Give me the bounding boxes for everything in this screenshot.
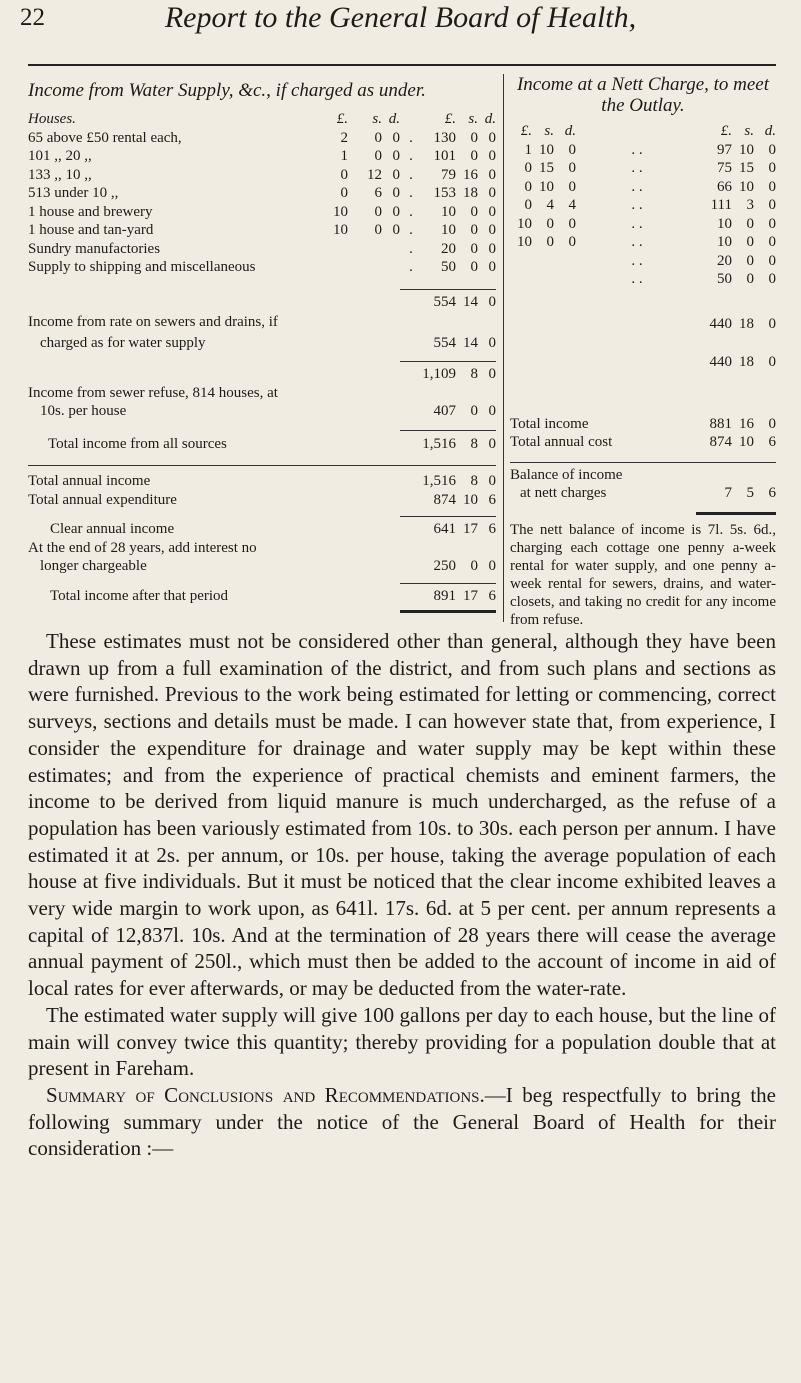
annual-income-pence: 0 bbox=[488, 473, 496, 489]
balance-shillings: 5 bbox=[746, 485, 754, 501]
nett-total-pence: 0 bbox=[768, 178, 776, 195]
after-period-row bbox=[28, 587, 496, 606]
right-head-a-shillings: s. bbox=[544, 123, 554, 139]
rate-pence: 0 bbox=[392, 148, 400, 164]
after-period-label: Total income after that period bbox=[50, 587, 229, 604]
after-period-shillings: 17 bbox=[463, 587, 478, 604]
annual-income-pounds: 1,516 bbox=[422, 473, 456, 489]
balance-pounds: 7 bbox=[724, 485, 732, 501]
after-period-pence: 6 bbox=[488, 587, 496, 604]
total-pounds: 153 bbox=[433, 185, 456, 201]
nett-charge-pence: 0 bbox=[568, 215, 576, 232]
clear-income-row bbox=[28, 520, 496, 539]
nett-charge-row bbox=[510, 159, 776, 178]
refuse-row bbox=[28, 402, 496, 421]
nett-total-shillings: 15 bbox=[739, 160, 754, 176]
nett-total-shillings: 0 bbox=[746, 234, 754, 250]
total-shillings: 18 bbox=[463, 185, 478, 201]
total-all-sources-pence: 0 bbox=[488, 435, 496, 452]
annual-expenditure-label: Total annual expenditure bbox=[28, 491, 177, 508]
nett-charge-pence: 0 bbox=[568, 178, 576, 195]
nett-charge-pence: 4 bbox=[568, 197, 576, 213]
rate-pence: 0 bbox=[392, 222, 400, 238]
leader-dots: . . bbox=[631, 215, 643, 232]
sewers-row bbox=[28, 334, 496, 353]
nett-total-pence: 0 bbox=[768, 141, 776, 158]
end-text-2: longer chargeable bbox=[40, 558, 147, 574]
refuse-pounds: 407 bbox=[433, 403, 456, 419]
total-pence: 0 bbox=[488, 240, 496, 257]
left-subtotal-rule bbox=[400, 289, 496, 290]
right-head-a-pounds: £. bbox=[520, 123, 532, 139]
after-rule bbox=[400, 583, 496, 584]
nett-total-pence: 0 bbox=[768, 215, 776, 232]
end-pence: 0 bbox=[488, 558, 496, 574]
nett-charge-shillings: 15 bbox=[539, 160, 554, 176]
nett-total-pence: 0 bbox=[768, 271, 776, 287]
running-head: Report to the General Board of Health, bbox=[164, 1, 637, 34]
total-pounds: 101 bbox=[433, 148, 456, 164]
total-shillings: 0 bbox=[470, 222, 478, 238]
summary-heading: Summary of Conclusions and Recommendations. bbox=[46, 1082, 485, 1107]
nett-charge-pence: 0 bbox=[568, 160, 576, 176]
right-sewers-pounds: 440 bbox=[709, 354, 732, 370]
left-sum-rule bbox=[400, 361, 496, 362]
total-all-sources-pounds: 1,516 bbox=[422, 435, 456, 452]
nett-charge-shillings: 0 bbox=[546, 234, 554, 250]
total-pence: 0 bbox=[488, 185, 496, 201]
clear-income-label: Clear annual income bbox=[50, 521, 175, 537]
left-table-rows bbox=[28, 129, 496, 277]
rate-pounds: 0 bbox=[340, 166, 348, 183]
rate-pence: 0 bbox=[392, 185, 400, 201]
body-text bbox=[28, 628, 776, 1162]
leader-dot: . bbox=[409, 203, 413, 220]
right-total-cost-row bbox=[510, 433, 776, 452]
total-shillings: 0 bbox=[470, 203, 478, 220]
water-supply-label: 1 house and tan-yard bbox=[28, 222, 154, 238]
nett-charge-pence: 0 bbox=[568, 234, 576, 250]
water-supply-label: 133 ,, 10 ,, bbox=[28, 166, 92, 183]
total-pounds: 20 bbox=[441, 240, 456, 257]
total-pence: 0 bbox=[488, 259, 496, 275]
leader-dot: . bbox=[409, 129, 413, 146]
left-subtotal-row bbox=[28, 293, 496, 312]
col-head-rate-pounds: £. bbox=[336, 111, 348, 127]
total-pounds: 79 bbox=[441, 166, 456, 183]
left-column-heads bbox=[28, 110, 496, 129]
right-head-b-pence: d. bbox=[764, 123, 776, 139]
right-total-income-row bbox=[510, 415, 776, 434]
refuse-text-2: 10s. per house bbox=[40, 403, 127, 419]
right-sewers-row bbox=[510, 353, 776, 372]
right-sewers-pence: 0 bbox=[768, 354, 776, 370]
annual-income-label: Total annual income bbox=[28, 473, 151, 489]
left-section-rule bbox=[28, 465, 496, 466]
right-head-b-pounds: £. bbox=[720, 123, 732, 139]
sewers-pence: 0 bbox=[488, 334, 496, 351]
total-all-sources-label: Total income from all sources bbox=[48, 435, 227, 452]
rate-pounds: 1 bbox=[340, 148, 348, 164]
right-head-a-pence: d. bbox=[564, 123, 576, 139]
water-supply-row bbox=[28, 129, 496, 148]
right-subtotal-pounds: 440 bbox=[709, 315, 732, 332]
nett-total-shillings: 3 bbox=[746, 197, 754, 213]
leader-dot: . bbox=[409, 240, 413, 257]
left-table bbox=[28, 80, 496, 613]
left-sum-pence: 0 bbox=[488, 366, 496, 382]
nett-total-shillings: 10 bbox=[739, 178, 754, 195]
rate-pounds: 0 bbox=[340, 185, 348, 201]
after-heavy-rule bbox=[400, 610, 496, 613]
left-total-rule bbox=[400, 430, 496, 431]
clear-rule bbox=[400, 516, 496, 517]
nett-charge-pounds: 0 bbox=[524, 160, 532, 176]
nett-total-pounds: 97 bbox=[717, 141, 732, 158]
nett-total-pence: 0 bbox=[768, 197, 776, 213]
water-supply-label: 513 under 10 ,, bbox=[28, 185, 119, 201]
total-shillings: 16 bbox=[463, 166, 478, 183]
total-pounds: 10 bbox=[441, 222, 456, 238]
left-table-heading: Income from Water Supply, &c., if charged as under. bbox=[28, 80, 426, 101]
right-total-cost-label: Total annual cost bbox=[510, 434, 613, 450]
nett-total-pence: 0 bbox=[768, 160, 776, 176]
nett-charge-row bbox=[510, 233, 776, 252]
nett-charge-row bbox=[510, 270, 776, 289]
nett-total-shillings: 0 bbox=[746, 271, 754, 287]
total-pence: 0 bbox=[488, 222, 496, 238]
balance-pence: 6 bbox=[768, 485, 776, 501]
annual-expenditure-pence: 6 bbox=[488, 491, 496, 508]
water-supply-label: Sundry manufactories bbox=[28, 240, 161, 257]
left-sum-shillings: 8 bbox=[470, 366, 478, 382]
sewers-label-line1 bbox=[28, 313, 496, 332]
water-supply-row bbox=[28, 184, 496, 203]
balance-row bbox=[510, 484, 776, 503]
total-pounds: 130 bbox=[433, 129, 456, 146]
nett-charge-pence: 0 bbox=[568, 141, 576, 158]
rate-pence: 0 bbox=[392, 129, 400, 146]
left-subtotal-pence: 0 bbox=[488, 293, 496, 310]
leader-dots: . . bbox=[631, 234, 643, 250]
nett-charge-pounds: 10 bbox=[517, 234, 532, 250]
water-supply-label: Supply to shipping and miscellaneous bbox=[28, 259, 256, 275]
leader-dot: . bbox=[409, 166, 413, 183]
sewers-pounds: 554 bbox=[433, 334, 456, 351]
leader-dot: . bbox=[409, 148, 413, 164]
water-supply-row bbox=[28, 240, 496, 259]
clear-income-pence: 6 bbox=[488, 521, 496, 537]
col-head-total-pounds: £. bbox=[444, 111, 456, 127]
nett-total-pounds: 66 bbox=[717, 178, 732, 195]
left-sum-pounds: 1,109 bbox=[422, 366, 456, 382]
nett-total-pounds: 50 bbox=[717, 271, 732, 287]
water-supply-label: 101 ,, 20 ,, bbox=[28, 148, 92, 164]
total-pounds: 50 bbox=[441, 259, 456, 275]
right-total-cost-pence: 6 bbox=[768, 434, 776, 450]
total-shillings: 0 bbox=[470, 148, 478, 164]
clear-income-shillings: 17 bbox=[463, 521, 478, 537]
right-total-income-pounds: 881 bbox=[709, 415, 732, 432]
end-pounds: 250 bbox=[433, 558, 456, 574]
rate-shillings: 0 bbox=[374, 203, 382, 220]
leader-dot: . bbox=[409, 185, 413, 201]
water-supply-row bbox=[28, 203, 496, 222]
right-table-heading: Income at a Nett Charge, to meet the Outlay. bbox=[516, 74, 770, 116]
rate-pence: 0 bbox=[392, 166, 400, 183]
nett-charge-shillings: 4 bbox=[546, 197, 554, 213]
col-head-total-pence: d. bbox=[484, 111, 496, 127]
nett-total-pounds: 10 bbox=[717, 234, 732, 250]
rate-shillings: 0 bbox=[374, 148, 382, 164]
right-subtotal-pence: 0 bbox=[768, 315, 776, 332]
water-supply-label: 1 house and brewery bbox=[28, 203, 153, 220]
rate-pounds: 10 bbox=[333, 222, 348, 238]
annual-income-row bbox=[28, 472, 496, 491]
nett-charge-shillings: 10 bbox=[539, 141, 554, 158]
balance-label-line1 bbox=[510, 466, 776, 485]
paragraph-estimates: These estimates must not be considered other than general, although they have been drawn up from a full examination of the district, and from such plans and sections as were furnished. Previous to the work being estimated for letting or commencing, correct surveys, sections and details must be made. I can however state that, from experience, I consider the expenditure for drainage and water supply may be kept within these estimates; and from the experience of practical chemists and eminent farmers, the income to be derived from liquid manure is much undercharged, as the refuse of a population has been variously estimated from 10s. to 30s. each person per annum. I have estimated it at 2s. per annum, or 10s. per house, taking the average population of each house at five individuals. But it must be noticed that the clear income exhibited leaves a very wide margin to work upon, as 641l. 17s. 6d. at 5 per cent. per annum represents a capital of 12,837l. 10s. And at the termination of 28 years there will cease the average annual payment of 250l., which must then be added to the account of income in aid of local rates for ever afterwards, or may be deducted from the water-rate. bbox=[28, 629, 776, 1001]
nett-total-pence: 0 bbox=[768, 234, 776, 250]
refuse-text-1: Income from sewer refuse, 814 houses, at bbox=[28, 384, 278, 401]
rate-shillings: 0 bbox=[374, 222, 382, 238]
right-table bbox=[510, 74, 776, 629]
nett-total-pounds: 20 bbox=[717, 252, 732, 269]
nett-total-shillings: 10 bbox=[739, 141, 754, 158]
nett-charge-pounds: 10 bbox=[517, 215, 532, 232]
col-head-total-shillings: s. bbox=[468, 111, 478, 127]
right-table-rows bbox=[510, 141, 776, 289]
balance-text-2: at nett charges bbox=[520, 485, 607, 501]
nett-charge-pounds: 0 bbox=[524, 178, 532, 195]
water-supply-row bbox=[28, 258, 496, 277]
refuse-pence: 0 bbox=[488, 403, 496, 419]
nett-total-pounds: 75 bbox=[717, 160, 732, 176]
water-supply-label: 65 above £50 rental each, bbox=[28, 129, 182, 146]
total-pounds: 10 bbox=[441, 203, 456, 220]
right-total-cost-shillings: 10 bbox=[739, 434, 754, 450]
left-subtotal-shillings: 14 bbox=[463, 293, 478, 310]
total-shillings: 0 bbox=[470, 129, 478, 146]
nett-charge-shillings: 10 bbox=[539, 178, 554, 195]
left-subtotal-pounds: 554 bbox=[433, 293, 456, 310]
col-head-houses: Houses. bbox=[28, 111, 76, 127]
paragraph-water-supply: The estimated water supply will give 100 gallons per day to each house, but the line of main will convey twice this quantity; thereby providing for a population double that at present in Fareham. bbox=[28, 1002, 776, 1081]
nett-total-pounds: 10 bbox=[717, 215, 732, 232]
leader-dots: . . bbox=[631, 252, 643, 269]
header-rule bbox=[28, 64, 776, 66]
right-sewers-shillings: 18 bbox=[739, 354, 754, 370]
nett-charge-pounds: 0 bbox=[524, 197, 532, 213]
col-head-rate-shillings: s. bbox=[372, 111, 382, 127]
right-column-heads bbox=[510, 122, 776, 141]
water-supply-row bbox=[28, 147, 496, 166]
right-total-cost-pounds: 874 bbox=[709, 434, 732, 450]
leader-dot: . bbox=[409, 222, 413, 238]
nett-charge-row bbox=[510, 141, 776, 160]
nett-charge-row bbox=[510, 178, 776, 197]
rate-shillings: 6 bbox=[374, 185, 382, 201]
left-sum-row bbox=[28, 365, 496, 384]
nett-total-shillings: 0 bbox=[746, 215, 754, 232]
annual-expenditure-pounds: 874 bbox=[433, 491, 456, 508]
sewers-shillings: 14 bbox=[463, 334, 478, 351]
total-shillings: 0 bbox=[470, 240, 478, 257]
balance-text-1: Balance of income bbox=[510, 466, 623, 483]
col-head-rate-pence: d. bbox=[388, 111, 400, 127]
end-shillings: 0 bbox=[470, 558, 478, 574]
nett-charge-pounds: 1 bbox=[524, 141, 532, 158]
total-pence: 0 bbox=[488, 166, 496, 183]
leader-dots: . . bbox=[631, 197, 643, 213]
refuse-shillings: 0 bbox=[470, 403, 478, 419]
leader-dots: . . bbox=[631, 141, 643, 158]
nett-charge-row bbox=[510, 252, 776, 271]
right-subtotal-shillings: 18 bbox=[739, 315, 754, 332]
water-supply-row bbox=[28, 166, 496, 185]
after-period-pounds: 891 bbox=[433, 587, 456, 604]
end-text-1: At the end of 28 years, add interest no bbox=[28, 539, 257, 556]
rate-pence: 0 bbox=[392, 203, 400, 220]
annual-income-shillings: 8 bbox=[470, 473, 478, 489]
right-balance-rule bbox=[510, 462, 776, 463]
total-shillings: 0 bbox=[470, 259, 478, 275]
rate-pounds: 10 bbox=[333, 203, 348, 220]
leader-dots: . . bbox=[631, 160, 643, 176]
leader-dot: . bbox=[409, 259, 413, 275]
column-divider bbox=[503, 74, 504, 622]
rate-shillings: 12 bbox=[367, 166, 382, 183]
right-total-income-pence: 0 bbox=[768, 415, 776, 432]
clear-income-pounds: 641 bbox=[433, 521, 456, 537]
total-all-sources-row bbox=[28, 435, 496, 454]
end-label-line1 bbox=[28, 539, 496, 558]
total-pence: 0 bbox=[488, 203, 496, 220]
refuse-label-line1 bbox=[28, 384, 496, 403]
paragraph-summary bbox=[28, 1082, 776, 1162]
nett-charge-row bbox=[510, 196, 776, 215]
right-head-b-shillings: s. bbox=[744, 123, 754, 139]
nett-charge-row bbox=[510, 215, 776, 234]
page-number: 22 bbox=[20, 4, 45, 31]
annual-expenditure-shillings: 10 bbox=[463, 491, 478, 508]
nett-total-pounds: 111 bbox=[710, 197, 732, 213]
leader-dots: . . bbox=[631, 271, 643, 287]
annual-expenditure-row bbox=[28, 491, 496, 510]
leader-dots: . . bbox=[631, 178, 643, 195]
right-total-income-label: Total income bbox=[510, 415, 589, 432]
summary-text: —I beg respectfully to bring the following summary under the notice of the General Board of Health for their consideration :— bbox=[28, 1082, 776, 1161]
rate-shillings: 0 bbox=[374, 129, 382, 146]
sewers-text-1: Income from rate on sewers and drains, if bbox=[28, 314, 278, 330]
right-subtotal-row bbox=[510, 315, 776, 334]
nett-total-shillings: 0 bbox=[746, 252, 754, 269]
nett-total-pence: 0 bbox=[768, 252, 776, 269]
water-supply-row bbox=[28, 221, 496, 240]
sewers-text-2: charged as for water supply bbox=[40, 334, 206, 351]
balance-heavy-rule bbox=[696, 512, 776, 515]
rate-pounds: 2 bbox=[340, 129, 348, 146]
nett-balance-note: The nett balance of income is 7l. 5s. 6d., charging each cottage one penny a-week rental for water supply, and one penny a-week rental for sewers, drains, and water-closets, and taking no credit for any income from refuse. bbox=[510, 521, 776, 628]
end-row bbox=[28, 557, 496, 576]
total-all-sources-shillings: 8 bbox=[470, 435, 478, 452]
nett-charge-shillings: 0 bbox=[546, 215, 554, 232]
total-pence: 0 bbox=[488, 129, 496, 146]
total-pence: 0 bbox=[488, 148, 496, 164]
right-total-income-shillings: 16 bbox=[739, 415, 754, 432]
